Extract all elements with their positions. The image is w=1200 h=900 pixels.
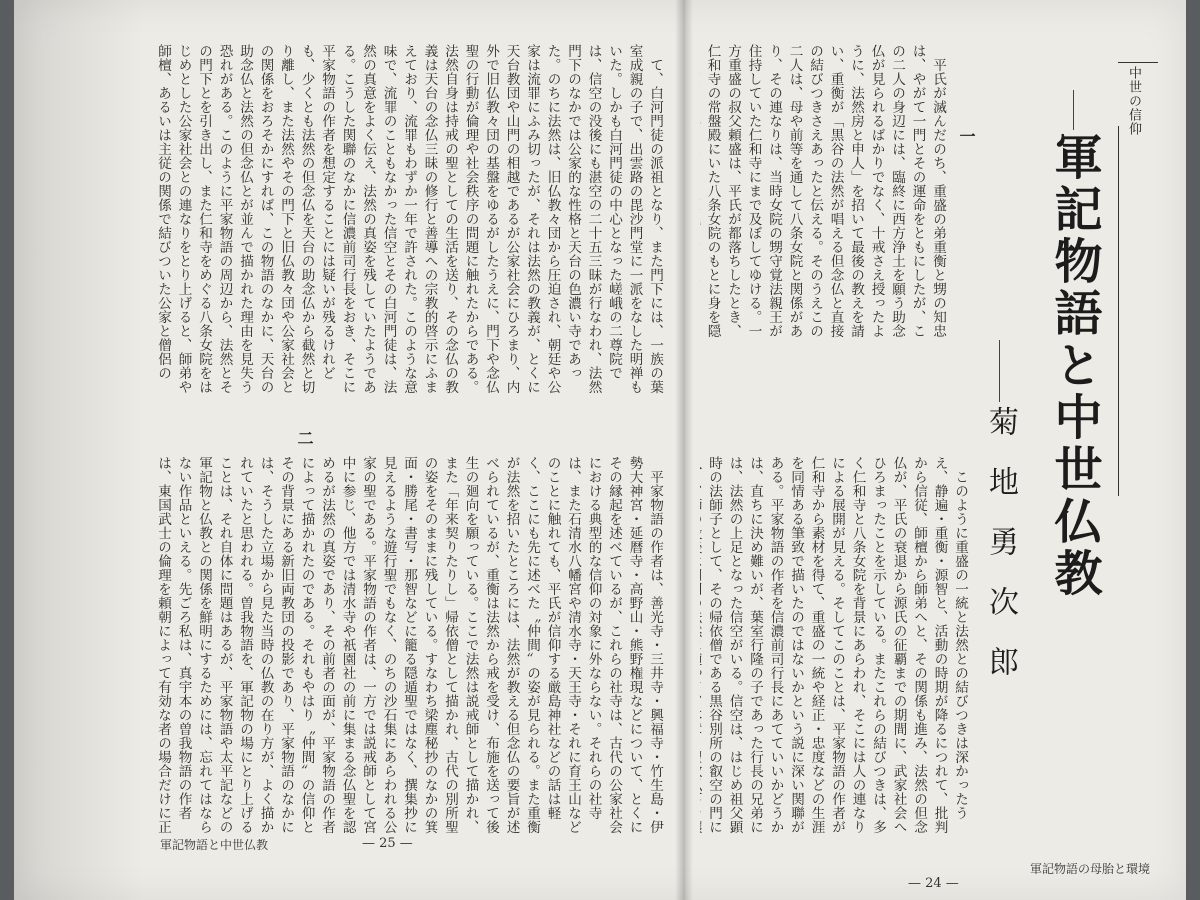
series-label: 中世の信仰 bbox=[1126, 66, 1141, 136]
series-rule-horizontal bbox=[1118, 62, 1158, 63]
left-footer-title: 軍記物語と中世仏教 bbox=[160, 838, 269, 852]
series-rule-vertical bbox=[1118, 126, 1119, 496]
book-gutter bbox=[675, 0, 693, 900]
left-page-number: — 25 — bbox=[362, 836, 413, 851]
series-header bbox=[1112, 62, 1158, 502]
right-page-number: — 24 — bbox=[908, 876, 959, 891]
article-title: 軍記物語と中世仏教 bbox=[1046, 132, 1102, 600]
right-footer-title: 軍記物語の母胎と環境 bbox=[1030, 862, 1151, 876]
left-section-mark: 二 bbox=[295, 430, 314, 446]
right-page-lower-text: このように重盛の一統と法然との結びつきは深かったうえ、静遍・重衡・源智と、活動の時期が降るにつれて、批判から信従、師檀から師弟へと、その関係も進み、法然の但念仏が、平氏の衰退から源氏の征覇までの期間に、武家社会へひろまったことを示している。またこれらの結びつきは、多く仁和寺と八条女院を背景にあらわれ、そこには人の連なりによる展開が見える。そしてこのことは、平家物語の作者が仁和寺から素材を得て、重盛の一統や経正・忠度などの生涯を同情ある筆致で描いたのではないかという説に深い関聯がある。平家物語の作者を信濃前司行長にあてていいかどうかは、直ちに決め難いが、葉室行隆の子であった行長の兄弟には、法然の上足となった信空がいる。信空は、はじめ祖父顕時の法師子として、その帰依僧である黒谷別所の叡空の門に bbox=[706, 456, 968, 834]
right-section-mark: 一 bbox=[957, 128, 976, 144]
author-rule bbox=[999, 340, 1000, 402]
left-page-lower-text: 平家物語の作者は、善光寺・三井寺・興福寺・竹生島・伊勢大神宮・延暦寺・高野山・熊野権現などについて、とくにその縁起を述べているが、これらの社寺は、古代の公家社会における典型的な信仰の対象に外ならない。それらの社寺は、また石清水八幡宮や清水寺・天王寺・それに育王山などのことに触れても、平氏が信仰する厳島神社などの話は軽く、ここにも先に述べた〝仲間〟の姿が見られる。また重衡が法然を招いたところには、法然が教える但念仏の要旨が述べられているが、重衡は法然から戒を受け、布施を送って後生の廻向を願っている。ここで法然は説戒師として描かれ、また「年来契りたりし」帰依僧として描かれ、古代の別所聖の姿をそのままに残している。すなわち梁塵秘抄のなかの箕面・勝尾・書写・那智などに籠る隠遁聖ではなく、撰集抄に見えるような遊行聖でもなく、のちの沙石集にあらわれる公家の聖である。平家物語の作者は、一方では説戒師として宮中に参じ、他方では清水寺や祇園社の前に集まる念仏聖を認めるが法然の真姿であり、その前者の面が、平家物語の作者によって描かれたのである。それもやはり〝仲間〟の信仰とその背景にある新旧両教団の投影であり、平家物語のなかには、そうした立場から見た当時の仏教の在り方が、よく描かれていたと思われる。曽我物語を、軍記物の場にとり上げることは、それ自体に問題はあるが、平家物語や太平記などの軍記物と仏教との関係を鮮明にするためには、忘れてはならない作品といえる。先ごろ私は、真宇本の曽我物語の作者は、東国武士の倫理を頼朝によって有効な者の場合だけに正 bbox=[155, 456, 663, 834]
page-edge-shadow bbox=[14, 0, 144, 900]
left-page-upper-text: て、白河門徒の派祖となり、また門下には、一族の葉室成親の子で、出雲路の毘沙門堂に一派をなした明禅もいた。しかも白河門徒の中心となった嵯峨の二尊院では、信空の没後にも湛空の二十五三昧が行なわれ、法然門下のなかでは公家的な性格と天台の色濃い寺であった。のちに法然は、旧仏教々団から圧迫され、朝廷や公家は流罪にふみ切ったが、それは法然の教義が、とくに天台教団や山門の相越であるが公家社会にひろまり、内外で旧仏教々団の基盤をゆるがしたうえに、門下や念仏聖の行動が倫理や社会秩序の問題に触れたからである。法然自身は持戒の聖としての生活を送り、その念仏の教義は天台の念仏三昧の修行と善導への宗教的啓示にふまえており、流罪もわずか一年で許された。このような意味で、流罪のこともなかった信空とその白河門徒は、法然の真意をよく伝え、法然の真姿を残していたようである。こうした関聯のなかに信濃前司行長をおき、そこに平家物語の作者を想定することには疑いが残るけれども、少くとも法然の但念仏を天台の助念仏から截然と切り離し、また法然やその門下と旧仏教々団や公家社会との関係をおろそかにすれば、この物語のなかに、天台の助念仏と法然の但念仏とが並んで描かれた理由を見失う恐れがある。このように平家物語の周辺から、法然とその門下とを引き出し、また仁和寺をめぐる八条女院をはじめとした公家社会との連なりをとり上げると、師弟や師檀、あるいは主従の関係で結びついた公家と僧侶の bbox=[155, 44, 663, 394]
author-name: 菊地勇次郎 bbox=[983, 406, 1018, 706]
title-rule bbox=[1073, 90, 1074, 130]
right-page-upper-text: 平氏が滅んだのち、重盛の弟重衡と甥の知忠は、やがて一門とその運命をともにしたが、この二人の身辺には、臨終に西方浄土を願う助念仏が見られるばかりでなく、十戒さえ授ったように、法然房と申人」を招いて最後の教えを請い、重衡が「黒谷の法然が唱える但念仏と直接の結びつきさえあったと伝える。そのうえこの二人は、母や前等を通して八条女院と関係があり、その連なりは、当時女院の甥守覚法親王が住持していた仁和寺にまで及ぼしてゆける。一方重盛の叔父頼盛は、平氏が都落ちしたとき、仁和寺の常盤殿にいた八条女院のもとに身を隠 bbox=[704, 44, 946, 338]
